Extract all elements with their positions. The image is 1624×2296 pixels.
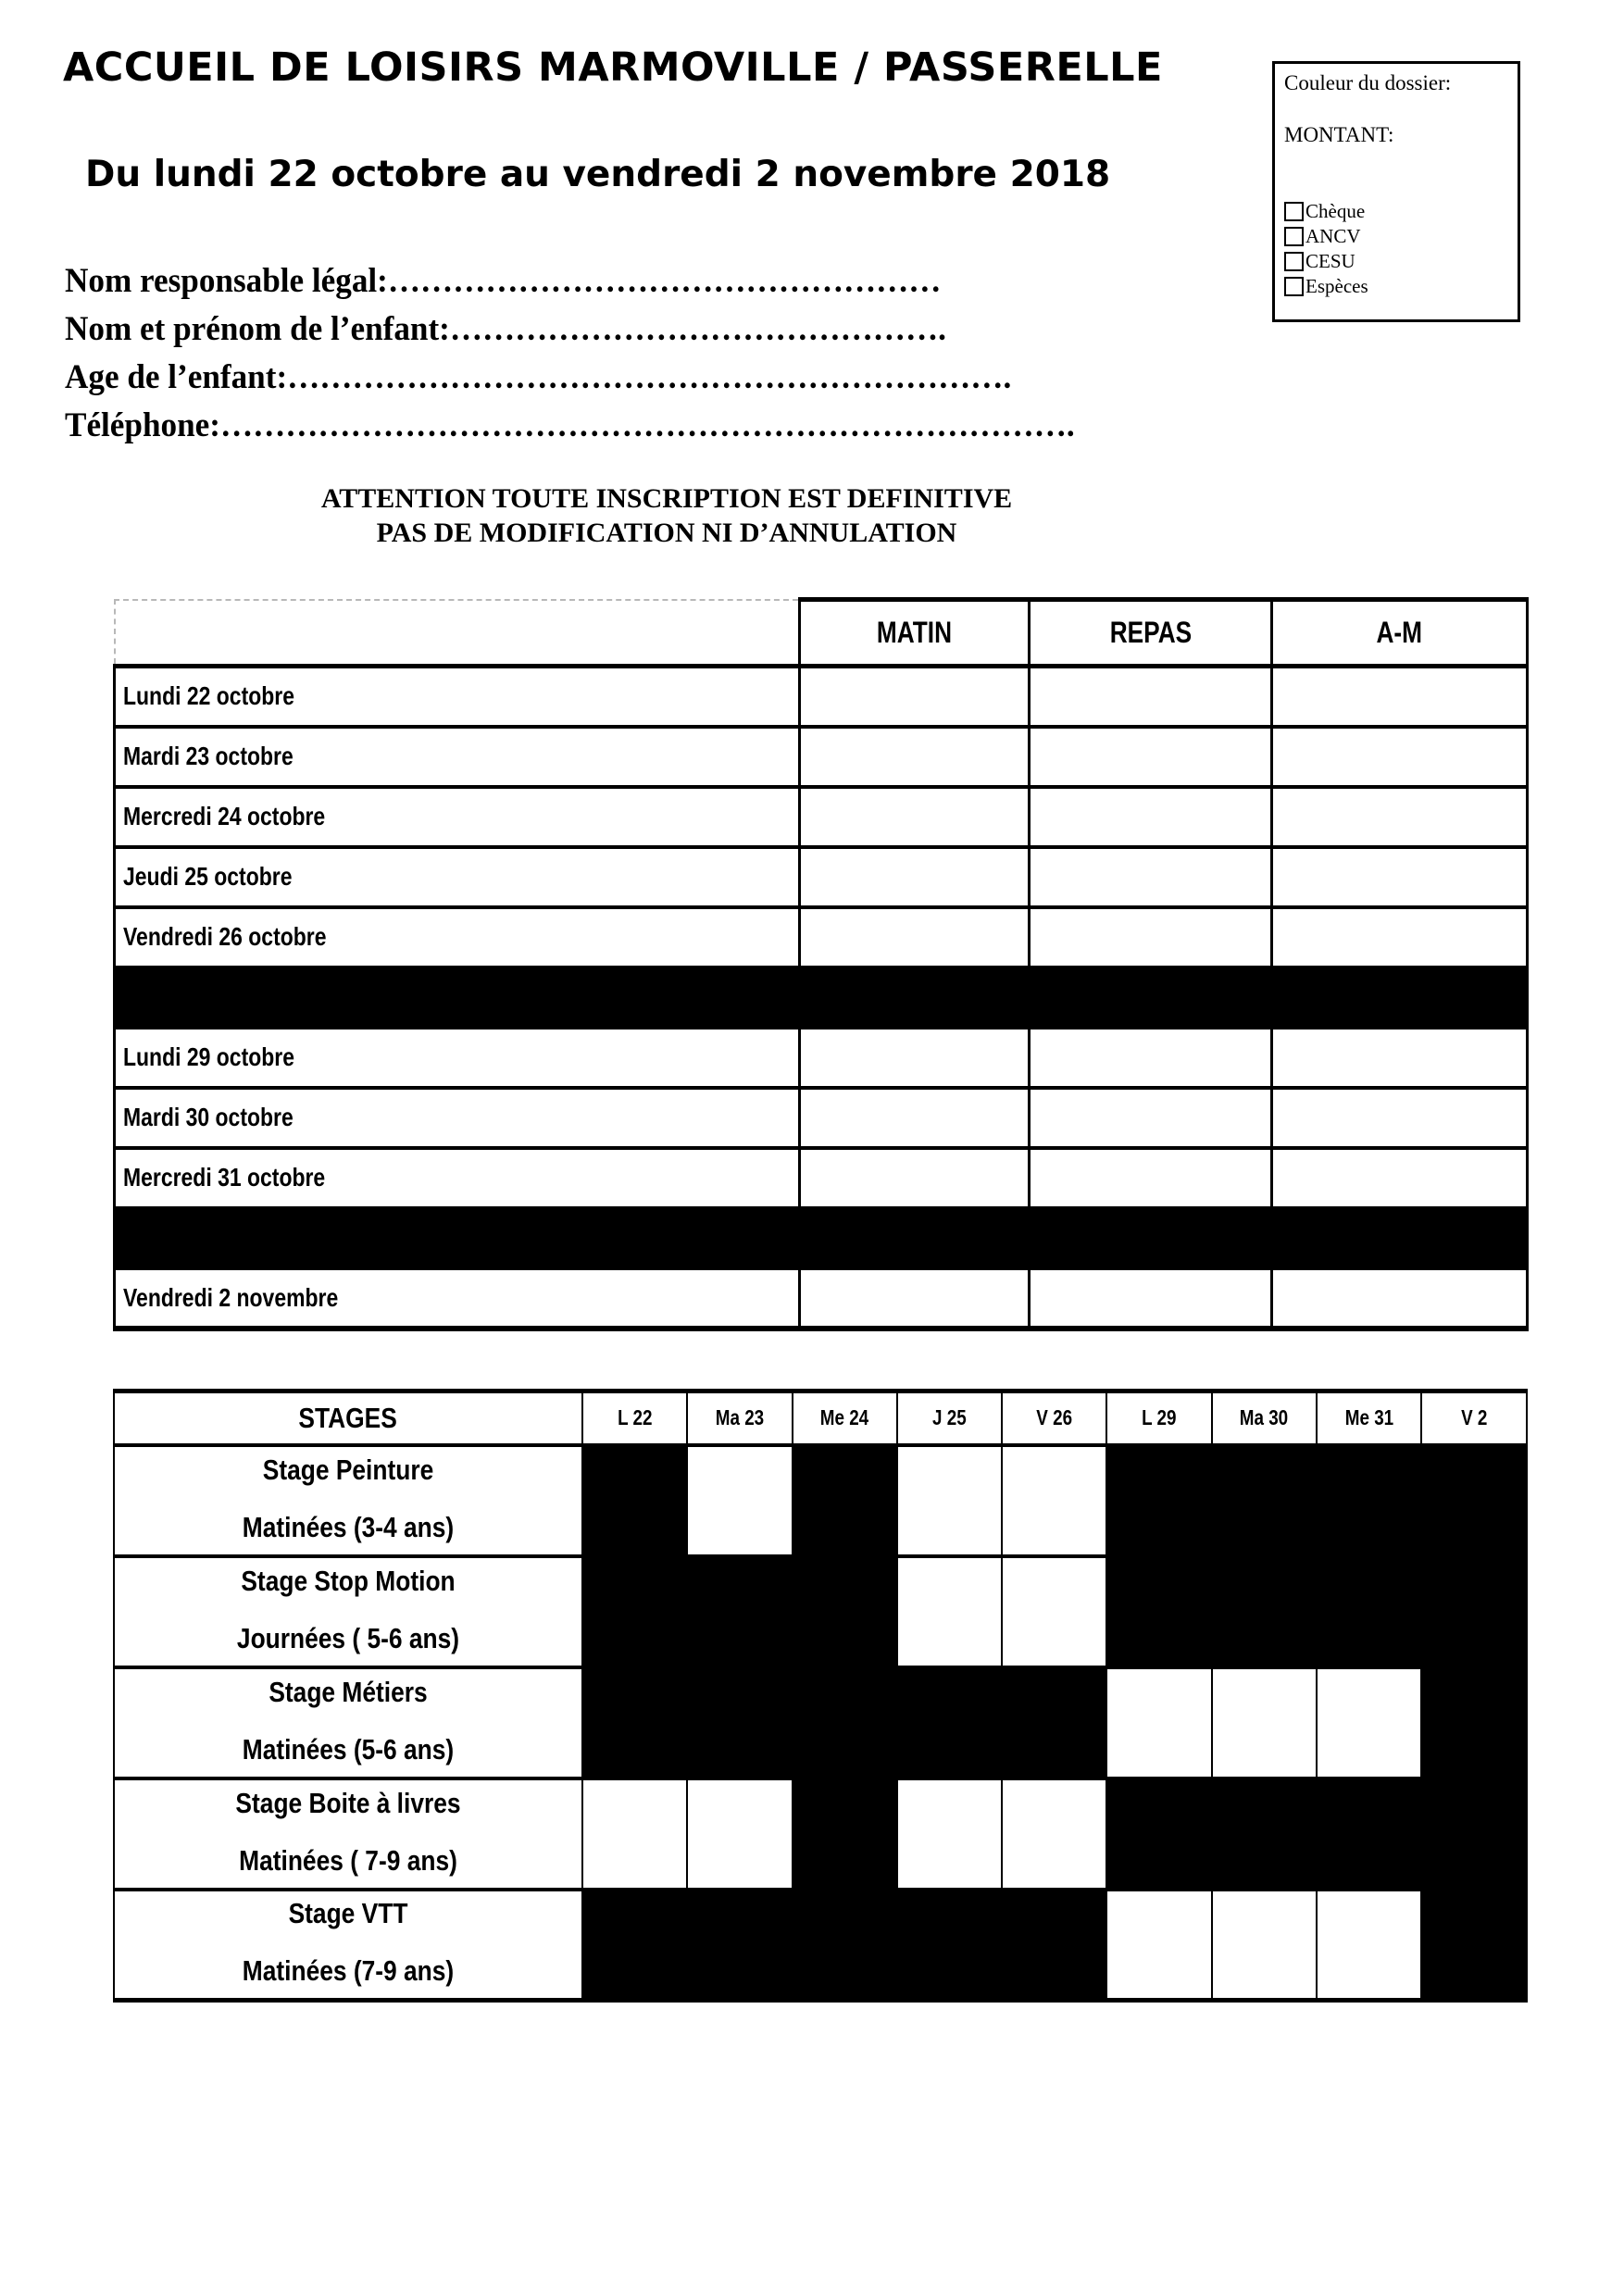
stage-cell <box>1317 1890 1421 2001</box>
attendance-day-row-2 <box>115 787 1528 847</box>
payment-option-label: Espèces <box>1305 275 1368 297</box>
attendance-day-label: Jeudi 25 octobre <box>123 862 293 891</box>
attendance-cell <box>800 1268 1030 1329</box>
attendance-day-label-cell <box>115 1148 800 1208</box>
stages-row-1 <box>114 1556 1527 1667</box>
attendance-day-label: Mercredi 31 octobre <box>123 1163 326 1192</box>
attendance-header-row <box>115 600 1528 667</box>
stages-header-row <box>114 1391 1527 1445</box>
attendance-cell <box>1272 847 1528 907</box>
attendance-day-row-7 <box>115 1088 1528 1148</box>
stage-cell <box>582 1556 687 1667</box>
checkbox-icon <box>1284 252 1304 271</box>
stage-cell <box>1002 1890 1106 2001</box>
stage-cell <box>687 1890 792 2001</box>
stage-cell <box>793 1556 897 1667</box>
stage-cell <box>1212 1445 1317 1556</box>
dossier-amount-label: MONTANT: <box>1284 123 1394 146</box>
stages-row-0 <box>114 1445 1527 1556</box>
stages-day-header-label: L 29 <box>1142 1405 1177 1430</box>
attendance-cell <box>1272 1028 1528 1088</box>
attendance-day-row-10 <box>115 1268 1528 1329</box>
attendance-cell <box>800 1028 1030 1088</box>
attendance-day-label-cell <box>115 907 800 967</box>
stage-cell <box>897 1445 1002 1556</box>
stage-cell <box>1212 1778 1317 1890</box>
stage-cell <box>1002 1778 1106 1890</box>
stage-cell <box>687 1778 792 1890</box>
payment-option-2 <box>1284 249 1508 274</box>
attendance-table <box>113 597 1529 1331</box>
stages-table-body <box>114 1391 1527 2001</box>
attendance-day-label-cell <box>115 847 800 907</box>
page-subtitle: Du lundi 22 octobre au vendredi 2 novembre 2018 <box>85 154 1111 195</box>
form-field-2: Age de l’enfant:…………………………………………………………. <box>65 358 1012 396</box>
attendance-cell <box>800 787 1030 847</box>
checkbox-icon <box>1284 202 1304 221</box>
stages-day-header-label: Me 31 <box>1344 1405 1393 1430</box>
attendance-cell <box>1272 787 1528 847</box>
stage-cell <box>687 1556 792 1667</box>
stage-name-cell <box>114 1778 582 1890</box>
attendance-cell <box>1272 1088 1528 1148</box>
stages-day-header-label: J 25 <box>932 1405 967 1430</box>
payment-option-label: ANCV <box>1305 225 1361 247</box>
stage-cell <box>582 1445 687 1556</box>
attendance-cell <box>1030 1148 1272 1208</box>
attendance-col-header-2 <box>1272 600 1528 667</box>
stage-cell <box>793 1667 897 1778</box>
stage-cell <box>1106 1890 1211 2001</box>
stages-row-4 <box>114 1890 1527 2001</box>
attendance-day-label: Mercredi 24 octobre <box>123 802 326 830</box>
attendance-day-label: Lundi 29 octobre <box>123 1042 294 1071</box>
payment-options <box>1284 199 1508 299</box>
attendance-col-header-label: MATIN <box>876 616 953 649</box>
attendance-col-header-label: REPAS <box>1109 616 1192 649</box>
payment-option-0 <box>1284 199 1508 224</box>
stage-cell <box>1421 1890 1526 2001</box>
attendance-cell <box>1272 667 1528 727</box>
attendance-closed-cell <box>115 967 1528 1028</box>
warning <box>74 481 1259 550</box>
attendance-corner-cell <box>115 600 800 667</box>
attendance-cell <box>1030 907 1272 967</box>
page-title: ACCUEIL DE LOISIRS MARMOVILLE / PASSERELLE <box>63 44 1163 91</box>
stage-name: Stage Métiers <box>269 1675 428 1708</box>
attendance-day-label: Lundi 22 octobre <box>123 681 294 711</box>
stage-name-cell <box>114 1667 582 1778</box>
attendance-day-row-6 <box>115 1028 1528 1088</box>
form-field-3: Téléphone:……………………………………………………………………. <box>65 406 1075 444</box>
stages-day-header-0 <box>582 1391 687 1445</box>
stage-cell <box>1212 1890 1317 2001</box>
form-field-1: Nom et prénom de l’enfant:………………………………………. <box>65 310 946 348</box>
stages-row-3 <box>114 1778 1527 1890</box>
attendance-cell <box>800 1148 1030 1208</box>
attendance-cell <box>1030 1028 1272 1088</box>
payment-option-1 <box>1284 224 1508 249</box>
stages-row-2 <box>114 1667 1527 1778</box>
dossier-box <box>1272 61 1520 322</box>
stage-detail: Journées ( 5-6 ans) <box>236 1621 460 1654</box>
stages-day-header-1 <box>687 1391 792 1445</box>
attendance-cell <box>800 667 1030 727</box>
stage-cell <box>1421 1445 1526 1556</box>
stages-table <box>113 1389 1528 2003</box>
attendance-day-label-cell <box>115 667 800 727</box>
form-field-0: Nom responsable légal:…………………………………………… <box>65 262 942 300</box>
stage-cell <box>793 1890 897 2001</box>
stage-cell <box>1212 1667 1317 1778</box>
stage-cell <box>1421 1778 1526 1890</box>
stage-detail: Matinées (5-6 ans) <box>242 1732 455 1766</box>
stage-cell <box>897 1890 1002 2001</box>
stages-day-header-8 <box>1421 1391 1526 1445</box>
checkbox-icon <box>1284 227 1304 246</box>
stage-cell <box>1002 1556 1106 1667</box>
stage-name: Stage VTT <box>288 1897 408 1930</box>
stage-cell <box>897 1556 1002 1667</box>
stage-cell <box>1002 1667 1106 1778</box>
payment-option-label: CESU <box>1305 250 1355 272</box>
stage-cell <box>897 1667 1002 1778</box>
stage-cell <box>793 1778 897 1890</box>
attendance-cell <box>1272 907 1528 967</box>
attendance-day-label-cell <box>115 1268 800 1329</box>
stages-day-header-label: Ma 30 <box>1240 1405 1289 1430</box>
attendance-cell <box>1272 727 1528 787</box>
stage-cell <box>582 1667 687 1778</box>
attendance-col-header-0 <box>800 600 1030 667</box>
attendance-day-label: Mardi 30 octobre <box>123 1103 294 1131</box>
attendance-closed-cell <box>115 1208 1528 1268</box>
stage-detail: Matinées ( 7-9 ans) <box>239 1843 457 1877</box>
attendance-cell <box>1030 1088 1272 1148</box>
stage-cell <box>1421 1667 1526 1778</box>
attendance-cell <box>1030 667 1272 727</box>
attendance-closed-row <box>115 967 1528 1028</box>
attendance-day-row-3 <box>115 847 1528 907</box>
stage-cell <box>1106 1778 1211 1890</box>
stage-cell <box>1106 1667 1211 1778</box>
stage-name: Stage Boite à livres <box>235 1786 461 1819</box>
attendance-day-row-0 <box>115 667 1528 727</box>
attendance-cell <box>800 1088 1030 1148</box>
attendance-day-row-1 <box>115 727 1528 787</box>
attendance-closed-row <box>115 1208 1528 1268</box>
attendance-cell <box>1030 1268 1272 1329</box>
attendance-day-row-4 <box>115 907 1528 967</box>
stage-cell <box>1106 1556 1211 1667</box>
stages-day-header-label: Ma 23 <box>715 1405 765 1430</box>
stage-cell <box>1421 1556 1526 1667</box>
stages-day-header-3 <box>897 1391 1002 1445</box>
stage-cell <box>1106 1445 1211 1556</box>
stages-day-header-2 <box>793 1391 897 1445</box>
warning-line-2: PAS DE MODIFICATION NI D’ANNULATION <box>376 518 957 548</box>
stage-cell <box>1212 1556 1317 1667</box>
stages-day-header-label: L 22 <box>617 1405 653 1430</box>
stage-cell <box>582 1890 687 2001</box>
stage-cell <box>1002 1445 1106 1556</box>
attendance-day-label-cell <box>115 1088 800 1148</box>
stage-name-cell <box>114 1445 582 1556</box>
payment-option-3 <box>1284 274 1508 299</box>
attendance-cell <box>1030 787 1272 847</box>
attendance-day-label-cell <box>115 1028 800 1088</box>
stage-cell <box>1317 1667 1421 1778</box>
stages-day-header-7 <box>1317 1391 1421 1445</box>
stages-day-header-5 <box>1106 1391 1211 1445</box>
attendance-table-body <box>115 600 1528 1329</box>
attendance-day-label: Vendredi 26 octobre <box>123 922 327 951</box>
stage-cell <box>1317 1556 1421 1667</box>
stage-cell <box>1317 1778 1421 1890</box>
attendance-day-label: Mardi 23 octobre <box>123 742 294 770</box>
stage-cell <box>793 1445 897 1556</box>
stage-name: Stage Peinture <box>262 1453 434 1486</box>
attendance-day-label-cell <box>115 787 800 847</box>
attendance-cell <box>1030 847 1272 907</box>
stages-day-header-label: V 2 <box>1460 1405 1488 1430</box>
attendance-cell <box>1272 1148 1528 1208</box>
stage-detail: Matinées (3-4 ans) <box>242 1510 455 1543</box>
stages-title-cell <box>114 1391 582 1445</box>
attendance-cell <box>1272 1268 1528 1329</box>
attendance-day-label: Vendredi 2 novembre <box>123 1282 339 1312</box>
stage-cell <box>687 1445 792 1556</box>
stages-day-header-4 <box>1002 1391 1106 1445</box>
attendance-col-header-label: A-M <box>1376 616 1423 649</box>
stages-day-header-6 <box>1212 1391 1317 1445</box>
attendance-cell <box>1030 727 1272 787</box>
stage-cell <box>897 1778 1002 1890</box>
stages-title: STAGES <box>298 1401 398 1434</box>
form-fields <box>65 257 1128 450</box>
attendance-day-label-cell <box>115 727 800 787</box>
stage-cell <box>1317 1445 1421 1556</box>
payment-option-label: Chèque <box>1305 200 1366 222</box>
dossier-color-label: Couleur du dossier: <box>1284 71 1452 94</box>
stage-name: Stage Stop Motion <box>241 1564 456 1597</box>
stage-cell <box>582 1778 687 1890</box>
stage-name-cell <box>114 1556 582 1667</box>
attendance-cell <box>800 907 1030 967</box>
attendance-cell <box>800 727 1030 787</box>
attendance-cell <box>800 847 1030 907</box>
attendance-col-header-1 <box>1030 600 1272 667</box>
stage-name-cell <box>114 1890 582 2001</box>
stages-day-header-label: V 26 <box>1036 1405 1073 1430</box>
stages-day-header-label: Me 24 <box>820 1405 869 1430</box>
warning-line-1: ATTENTION TOUTE INSCRIPTION EST DEFINITIVE <box>320 483 1013 514</box>
checkbox-icon <box>1284 277 1304 296</box>
stage-detail: Matinées (7-9 ans) <box>242 1954 455 1988</box>
stage-cell <box>687 1667 792 1778</box>
attendance-day-row-8 <box>115 1148 1528 1208</box>
